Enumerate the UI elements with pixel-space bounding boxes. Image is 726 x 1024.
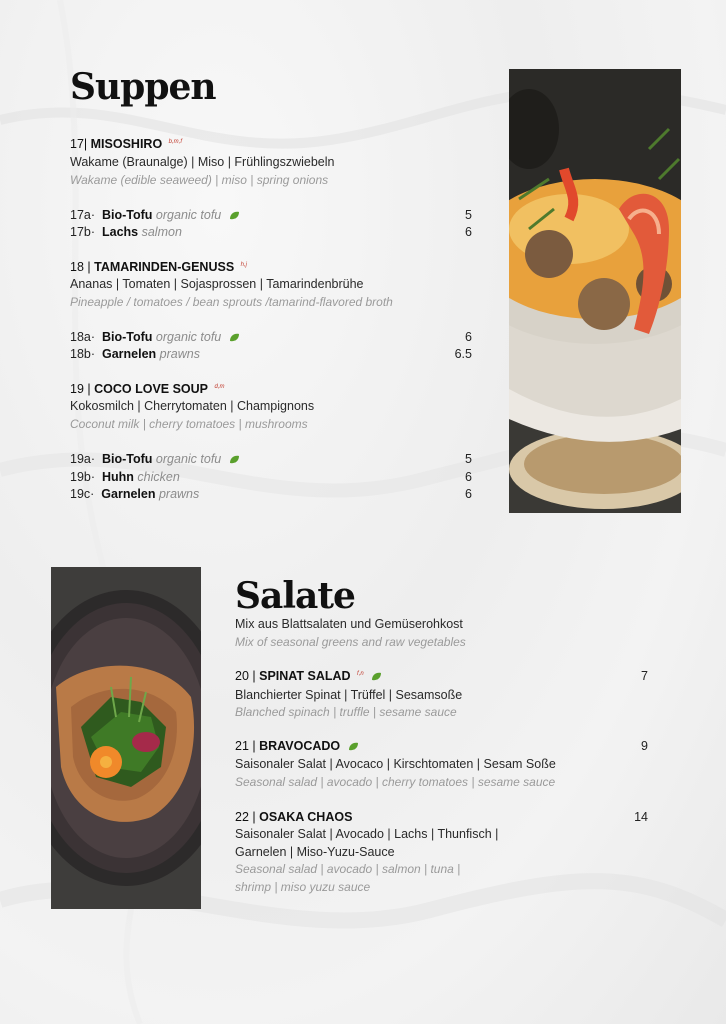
price-19c: 6: [465, 487, 472, 501]
variant-code: 17b·: [70, 225, 96, 239]
variant-name: Huhn: [101, 470, 134, 484]
allergen-codes: b,m,f: [168, 138, 183, 145]
item-20-description-en: Blanched spinach | truffle | sesame sauce: [235, 705, 457, 719]
vegan-leaf-icon: [348, 742, 359, 751]
item-18-description-en: Pineapple / tomatoes / bean sprouts /tamarind-flavored broth: [70, 295, 393, 309]
vegan-leaf-icon: [229, 333, 240, 342]
variant-name: Garnelen: [101, 347, 157, 361]
item-21-description-de: Saisonaler Salat | Avocaco | Kirschtomaten | Sesam Soße: [235, 757, 556, 771]
variant-alt: prawns: [159, 347, 200, 361]
variant-code: 19b·: [70, 470, 96, 484]
allergen-codes: h,j: [240, 261, 247, 268]
item-number: 20 |: [235, 669, 256, 683]
item-number: 22 |: [235, 810, 256, 824]
price-19b: 6: [465, 470, 472, 484]
allergen-codes: f,n: [357, 670, 364, 677]
variant-19b: [70, 470, 180, 484]
variant-alt: organic tofu: [155, 452, 222, 466]
variant-name: Bio-Tofu: [101, 452, 153, 466]
vegan-leaf-icon: [229, 211, 240, 220]
allergen-codes: d,m: [214, 383, 225, 390]
item-19-description-de: Kokosmilch | Cherrytomaten | Champignons: [70, 399, 315, 413]
variant-19c: [70, 487, 199, 501]
variant-name: Bio-Tofu: [101, 330, 153, 344]
item-number: 19 |: [70, 382, 91, 396]
item-name: BRAVOCADO: [259, 739, 341, 753]
variant-name: Bio-Tofu: [101, 208, 153, 222]
item-number: 17|: [70, 137, 88, 151]
salads-heading: Salate: [235, 575, 355, 617]
item-name: COCO LOVE SOUP: [94, 382, 209, 396]
item-number: 21 |: [235, 739, 256, 753]
item-20-title: [235, 669, 382, 683]
item-18-title: [70, 260, 247, 274]
variant-code: 19a·: [70, 452, 96, 466]
price-18a: 6: [465, 330, 472, 344]
item-18-description-de: Ananas | Tomaten | Sojasprossen | Tamarindenbrühe: [70, 277, 364, 291]
variant-code: 19c·: [70, 487, 95, 501]
soup-photo: [509, 69, 681, 513]
item-21-description-en: Seasonal salad | avocado | cherry tomatoes | sesame sauce: [235, 775, 556, 789]
price-20: 7: [641, 669, 648, 683]
item-19-title: [70, 382, 225, 396]
variant-18b: [70, 347, 200, 361]
variant-code: 18a·: [70, 330, 96, 344]
item-22-title: [235, 810, 352, 824]
variant-name: Garnelen: [101, 487, 156, 501]
price-19a: 5: [465, 452, 472, 466]
item-name: SPINAT SALAD: [259, 669, 351, 683]
variant-19a: [70, 452, 240, 466]
item-17-title: [70, 137, 182, 151]
variant-17b: [70, 225, 182, 239]
variant-alt: salmon: [141, 225, 182, 239]
price-21: 9: [641, 739, 648, 753]
soups-heading: Suppen: [70, 66, 216, 108]
variant-alt: organic tofu: [155, 208, 222, 222]
variant-code: 17a·: [70, 208, 96, 222]
salads-intro-de: Mix aus Blattsalaten und Gemüserohkost: [235, 617, 463, 631]
item-22-description-en-line-1: Seasonal salad | avocado | salmon | tuna |: [235, 862, 461, 876]
price-18b: 6.5: [454, 347, 472, 361]
price-17a: 5: [465, 208, 472, 222]
item-20-description-de: Blanchierter Spinat | Trüffel | Sesamsoße: [235, 688, 463, 702]
item-name: TAMARINDEN-GENUSS: [94, 260, 235, 274]
item-name: MISOSHIRO: [90, 137, 163, 151]
price-22: 14: [634, 810, 648, 824]
item-22-description-de-line-2: Garnelen | Miso-Yuzu-Sauce: [235, 845, 395, 859]
item-17-description-de: Wakame (Braunalge) | Miso | Frühlingszwiebeln: [70, 155, 335, 169]
item-22-description-en-line-2: shrimp | miso yuzu sauce: [235, 880, 371, 894]
vegan-leaf-icon: [371, 672, 382, 681]
item-19-description-en: Coconut milk | cherry tomatoes | mushrooms: [70, 417, 308, 431]
item-21-title: [235, 739, 359, 753]
variant-18a: [70, 330, 240, 344]
variant-17a: [70, 208, 240, 222]
variant-alt: prawns: [158, 487, 200, 501]
salads-intro-en: Mix of seasonal greens and raw vegetables: [235, 635, 466, 649]
salad-plate-image: [51, 567, 201, 909]
variant-alt: chicken: [137, 470, 180, 484]
variant-code: 18b·: [70, 347, 96, 361]
item-name: OSAKA CHAOS: [259, 810, 353, 824]
variant-name: Lachs: [101, 225, 139, 239]
item-number: 18 |: [70, 260, 91, 274]
item-22-description-de-line-1: Saisonaler Salat | Avocado | Lachs | Thunfisch |: [235, 827, 499, 841]
salad-photo: [51, 567, 201, 909]
price-17b: 6: [465, 225, 472, 239]
item-17-description-en: Wakame (edible seaweed) | miso | spring onions: [70, 173, 329, 187]
vegan-leaf-icon: [229, 455, 240, 464]
soup-bowl-image: [509, 69, 681, 513]
variant-alt: organic tofu: [155, 330, 222, 344]
